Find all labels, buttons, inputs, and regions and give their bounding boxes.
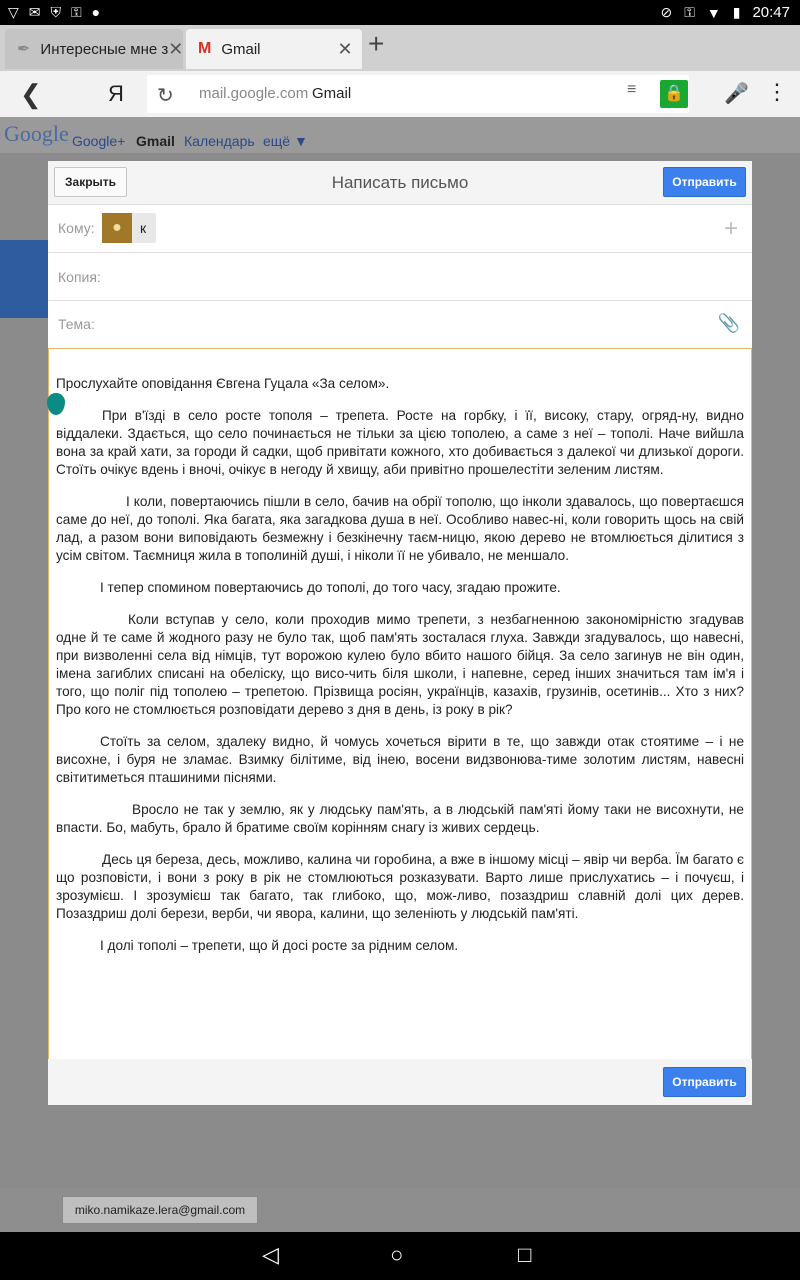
- message-body-text[interactable]: [56, 375, 744, 969]
- account-email[interactable]: miko.namikaze.lera@gmail.com: [62, 1196, 258, 1224]
- body-paragraph: Стоїть за селом, здалеку видно, й чомусь хочеться вірити в те, що завжди отак стоятиме – і не висохне, і буря не зламає. Взимку білітиме, від інею, восени видзвонюва-тиме золотим листям, навесні світитиметься пташиними піснями.: [56, 734, 744, 785]
- google-logo: Google: [4, 121, 69, 146]
- google-bar: [0, 117, 800, 153]
- subject-label: Тема:: [58, 316, 95, 332]
- vpn-key-icon: ⚿: [71, 4, 82, 20]
- reload-icon[interactable]: ↻: [157, 85, 174, 107]
- page-title: Gmail: [312, 85, 352, 102]
- body-paragraph: І долі тополі – трепети, що й досі росте за рідним селом.: [100, 938, 459, 953]
- nav-link-google-plus[interactable]: Google+: [72, 133, 126, 149]
- wifi-icon: ▽: [8, 4, 19, 20]
- nav-link-gmail[interactable]: Gmail: [136, 133, 175, 149]
- reader-mode-icon[interactable]: ≡: [627, 81, 637, 98]
- microphone-icon[interactable]: 🎤: [724, 83, 749, 105]
- close-button[interactable]: Закрыть: [54, 167, 127, 197]
- send-button-bottom[interactable]: Отправить: [663, 1067, 746, 1097]
- body-paragraph: Вросло не так у землю, як у людську пам'ять, а в людській пам'яті йому таки не висохнути, не впасти. Бо, мабуть, брало й братиме своїм корінням снагу із живих сердець.: [56, 802, 744, 835]
- body-paragraph: Коли вступав у село, коли проходив мимо трепети, з незбагненною закономірністю згадував одне й те саме й жодного разу не було так, щоб пам'ять зосталася глуха. Завжди згадувалось, що навесні, при визволенні села від німців, тут ворожою кулею було вбито нашого бійця. За село загинув не він один, імена загиблих списані на обеліску, що висо-чить біля школи, і напевне, серед інших значиться там ім'я і того, що поліг під тополею – трепетою. Прізвища росіян, українців, казахів, грузинів, осетинів... Хто з них? Про кого не стомлюється розповідати дерево з дня в день, із року в рік?: [56, 612, 744, 717]
- tab-title: Gmail: [221, 40, 261, 58]
- close-tab-icon[interactable]: ✕: [168, 38, 184, 59]
- body-paragraph: Десь ця береза, десь, можливо, калина чи горобина, а вже в іншому місці – явір чи верба. Їм багато є що розповісти, і вони з року в рік не стомлюються розказувати. Варто лише прислухатись – і почуєш, і зрозумієш. І зрозумієш так багато, так глибоко, що, мож-ливо, позаздриш славній долі цих дерев. Позаздриш долі берези, верби, чи явора, калини, що зеленіють у людській пам'яті.: [56, 852, 744, 921]
- battery-icon: ▮: [732, 4, 741, 20]
- feather-icon: ✒: [17, 41, 31, 58]
- recents-square-icon[interactable]: □: [518, 1242, 532, 1267]
- tab-title: Интересные мне з: [40, 40, 169, 58]
- avatar: ●: [102, 213, 132, 243]
- system-icons: [660, 4, 790, 21]
- selected-message-strip: [0, 240, 48, 318]
- subject-field[interactable]: [48, 301, 752, 348]
- more-menu-icon[interactable]: ⋮: [766, 79, 788, 104]
- notification-icons: [8, 4, 100, 21]
- tab-strip: [0, 25, 800, 71]
- key-icon: ⚿: [684, 4, 695, 20]
- yandex-logo[interactable]: Я: [108, 81, 124, 106]
- body-paragraph: При в'їзді в село росте тополя – трепета. Росте на горбку, і її, високу, стару, огряд-ну, видно віддалеки. Здається, що село починається не тільки за цією тополею, а саме з неї – тополі. Наче вийшла вона за край хати, за городи й садки, щоб привітати кожного, хто добивається з далекої чи длизької дороги. Стоїть очікує вдень і вночі, очікує в негоду й хвищу, аби привітно прошелестіти зеленим листям.: [56, 408, 744, 477]
- browser-toolbar: [0, 71, 800, 117]
- cc-field[interactable]: [48, 253, 752, 301]
- body-intro: Прослухайте оповідання Євгена Гуцала «За селом».: [56, 376, 390, 391]
- new-tab-icon[interactable]: +: [368, 28, 385, 59]
- recipient-chip[interactable]: [102, 213, 156, 243]
- back-triangle-icon[interactable]: ◁: [262, 1242, 279, 1267]
- add-recipient-icon[interactable]: +: [723, 215, 738, 242]
- close-tab-icon[interactable]: ✕: [337, 38, 353, 59]
- address-bar[interactable]: [147, 75, 689, 113]
- body-paragraph: І коли, повертаючись пішли в село, бачив на обрії тополю, що інколи здавалось, що повертаєшся саме до неї, до тополі. Яка багата, яка загадкова душа в неї. Особливо навес-ні, коли говорить щось на свій лад, а разом вони виповідають безмежну і безкінечну таєм-ницю, якою дерево не втомлюється ділитися з усім світом. Таємниця жила в тополиній душі, і ніколи її не убивало, не меншало.: [56, 494, 744, 563]
- back-arrow-icon[interactable]: ❮: [20, 79, 42, 109]
- url-host: mail.google.com: [199, 85, 309, 102]
- send-button[interactable]: Отправить: [663, 167, 746, 197]
- to-field[interactable]: [48, 205, 752, 253]
- paperclip-icon[interactable]: 📎: [717, 313, 740, 333]
- nav-link-calendar[interactable]: Календарь: [184, 133, 255, 149]
- compose-title: Написать письмо: [331, 173, 469, 192]
- wifi-signal-icon: ▼: [706, 4, 721, 21]
- status-bar: [0, 0, 800, 25]
- system-nav-bar: [0, 1232, 800, 1280]
- compose-footer: [48, 1059, 752, 1105]
- mail-icon: ✉: [28, 4, 41, 20]
- clock: 20:47: [752, 4, 790, 21]
- home-circle-icon[interactable]: ○: [390, 1242, 404, 1267]
- compose-header: [48, 161, 752, 205]
- compose-dialog: [48, 161, 752, 1105]
- tab-interesting[interactable]: [5, 29, 183, 69]
- cc-label: Копия:: [58, 269, 101, 285]
- gmail-icon: M: [198, 40, 212, 57]
- recipient-name: к: [140, 220, 147, 236]
- body-paragraph: І тепер споминoм повертаючись до тополі, до того часу, згадаю прожите.: [100, 580, 561, 595]
- lock-icon[interactable]: 🔒: [660, 80, 688, 108]
- to-label: Кому:: [58, 220, 95, 236]
- tab-gmail[interactable]: [186, 29, 362, 69]
- shield-icon: ⛨: [50, 4, 62, 20]
- do-not-disturb-icon: ⊘: [660, 4, 673, 20]
- nav-link-more[interactable]: ещё ▼: [263, 133, 308, 149]
- camera-icon: ●: [91, 4, 101, 20]
- message-body[interactable]: [48, 348, 752, 1060]
